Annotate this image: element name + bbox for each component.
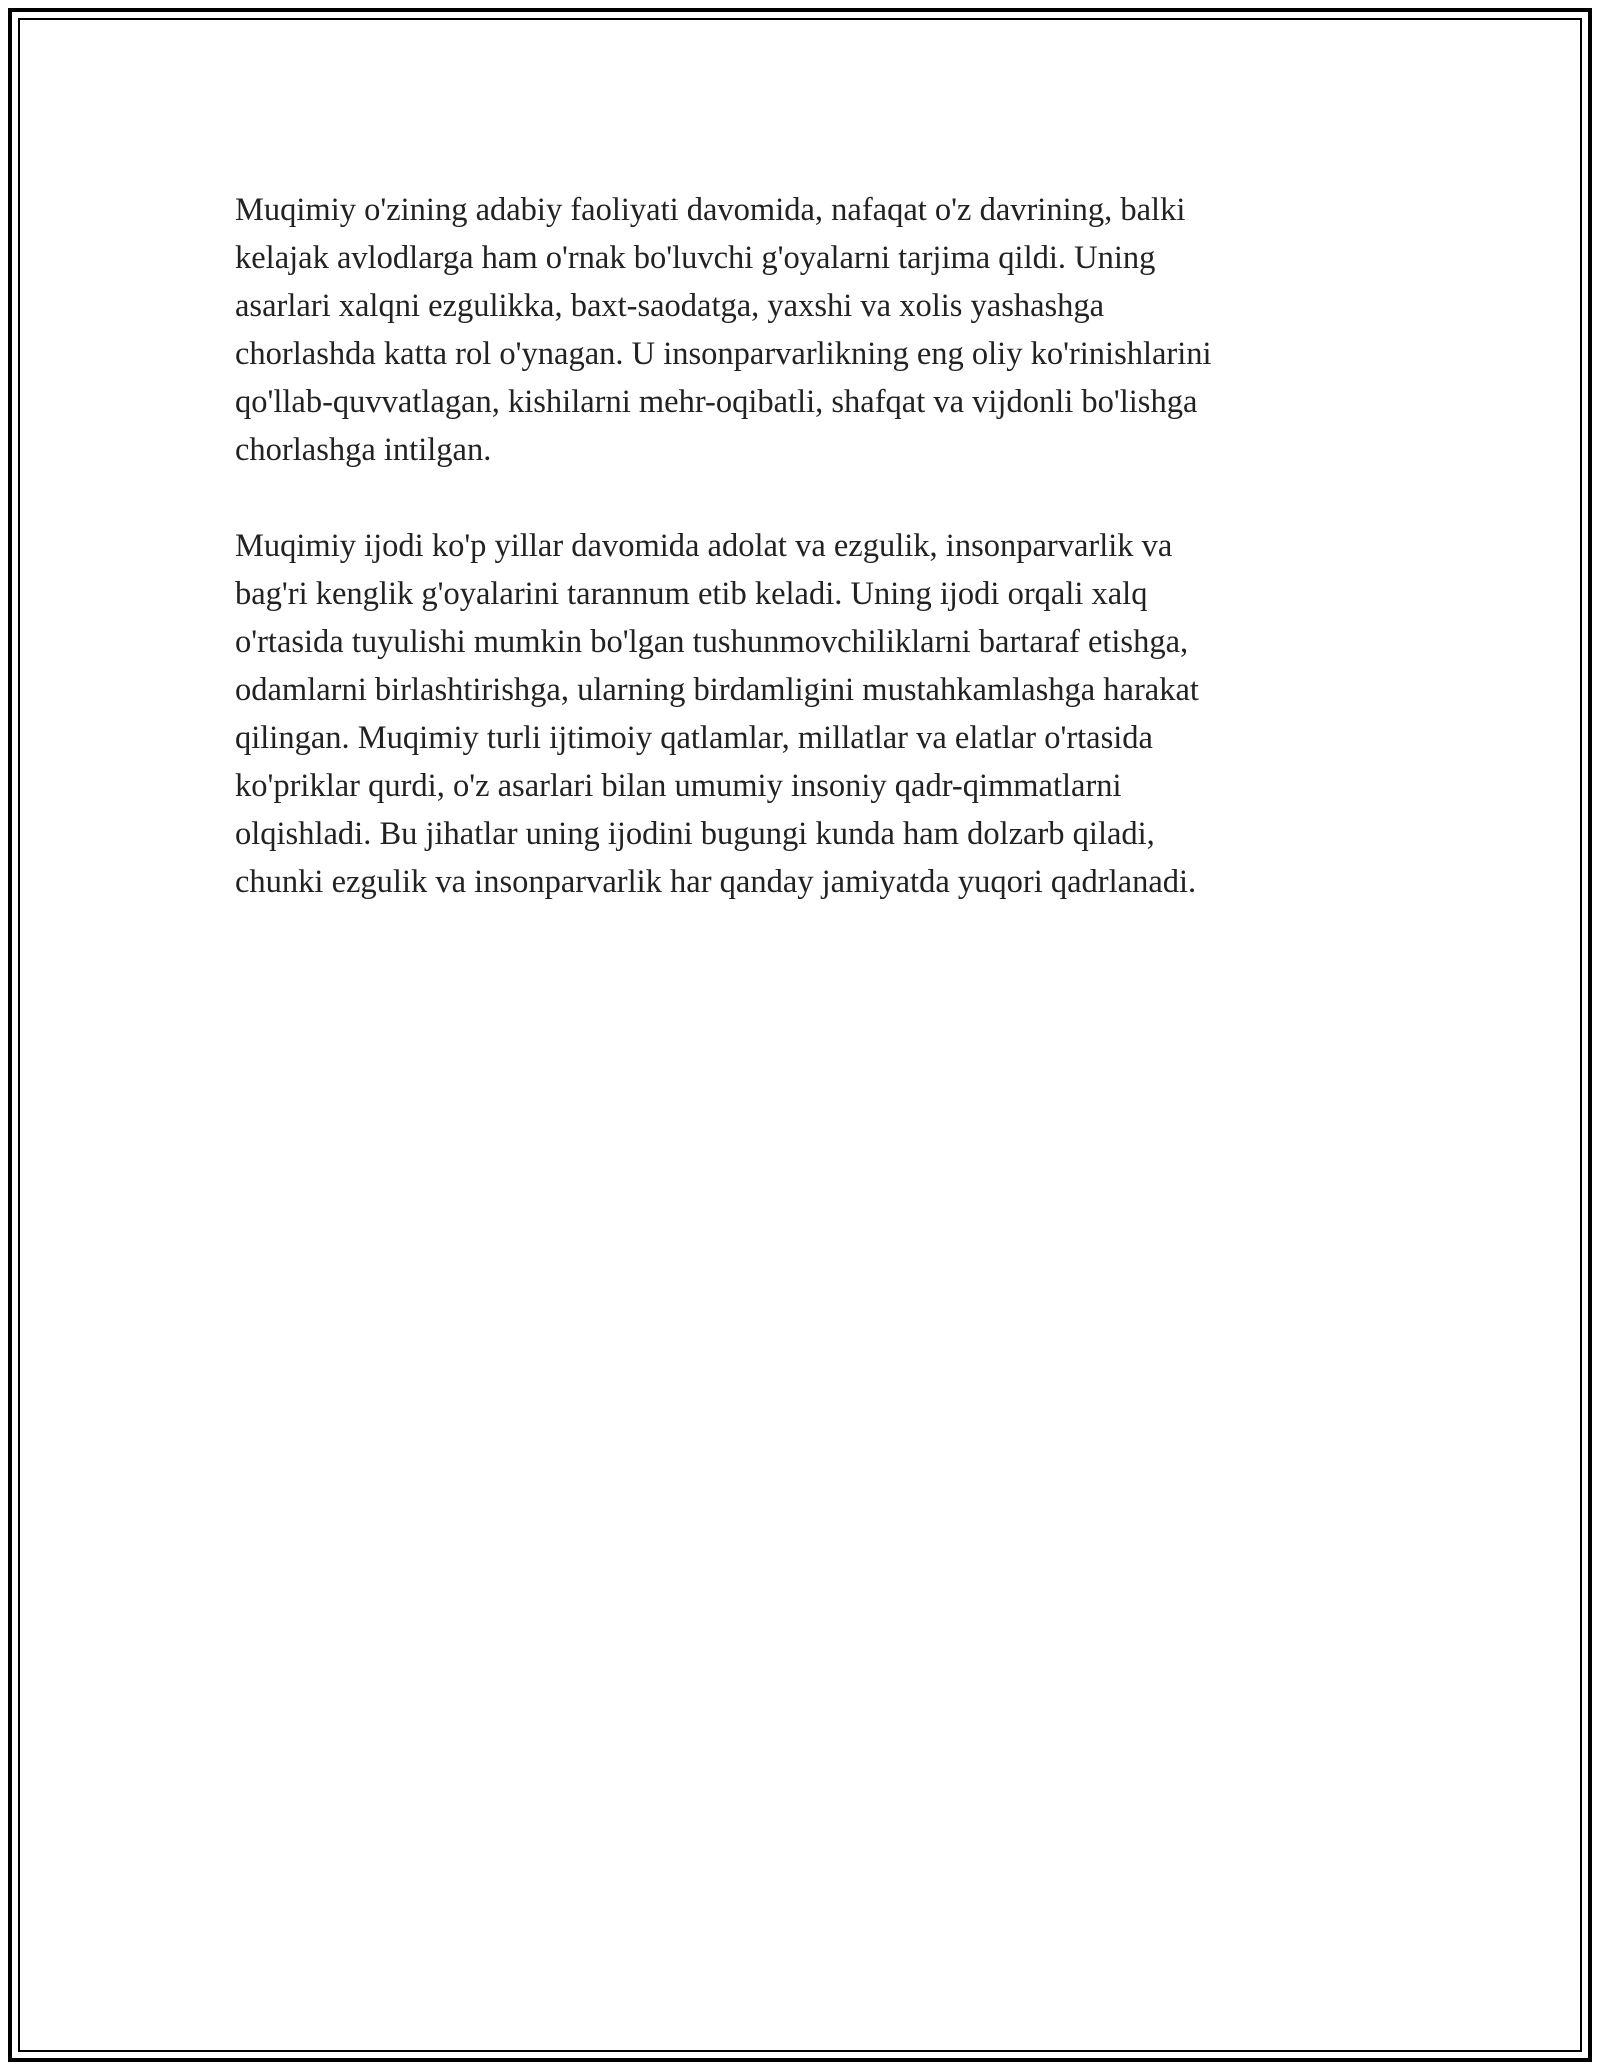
paragraph-2 <box>235 522 1370 906</box>
text-line: chorlashda katta rol o'ynagan. U insonparvarlikning eng oliy ko'rinishlarini <box>235 336 1212 372</box>
text-line: qilingan. Muqimiy turli ijtimoiy qatlamlar, millatlar va elatlar o'rtasida <box>235 720 1153 756</box>
text-line: olqishladi. Bu jihatlar uning ijodini bugungi kunda ham dolzarb qiladi, <box>235 816 1155 852</box>
text-line: o'rtasida tuyulishi mumkin bo'lgan tushunmovchiliklarni bartaraf etishga, <box>235 624 1189 660</box>
text-line: chunki ezgulik va insonparvarlik har qanday jamiyatda yuqori qadrlanadi. <box>235 864 1197 900</box>
text-line: bag'ri kenglik g'oyalarini tarannum etib keladi. Uning ijodi orqali xalq <box>235 576 1148 612</box>
text-line: ko'priklar qurdi, o'z asarlari bilan umumiy insoniy qadr-qimmatlarni <box>235 768 1122 804</box>
text-line: Muqimiy o'zining adabiy faoliyati davomida, nafaqat o'z davrining, balki <box>235 192 1186 228</box>
text-line: asarlari xalqni ezgulikka, baxt-saodatga, yaxshi va xolis yashashga <box>235 288 1105 324</box>
text-line: Muqimiy ijodi ko'p yillar davomida adolat va ezgulik, insonparvarlik va <box>235 528 1173 564</box>
text-line: kelajak avlodlarga ham o'rnak bo'luvchi g'oyalarni tarjima qildi. Uning <box>235 240 1156 276</box>
document-body <box>235 186 1370 906</box>
text-line: chorlashga intilgan. <box>235 432 492 468</box>
text-line: odamlarni birlashtirishga, ularning birdamligini mustahkamlashga harakat <box>235 672 1199 708</box>
text-line: qo'llab-quvvatlagan, kishilarni mehr-oqibatli, shafqat va vijdonli bo'lishga <box>235 384 1198 420</box>
paragraph-1 <box>235 186 1370 474</box>
